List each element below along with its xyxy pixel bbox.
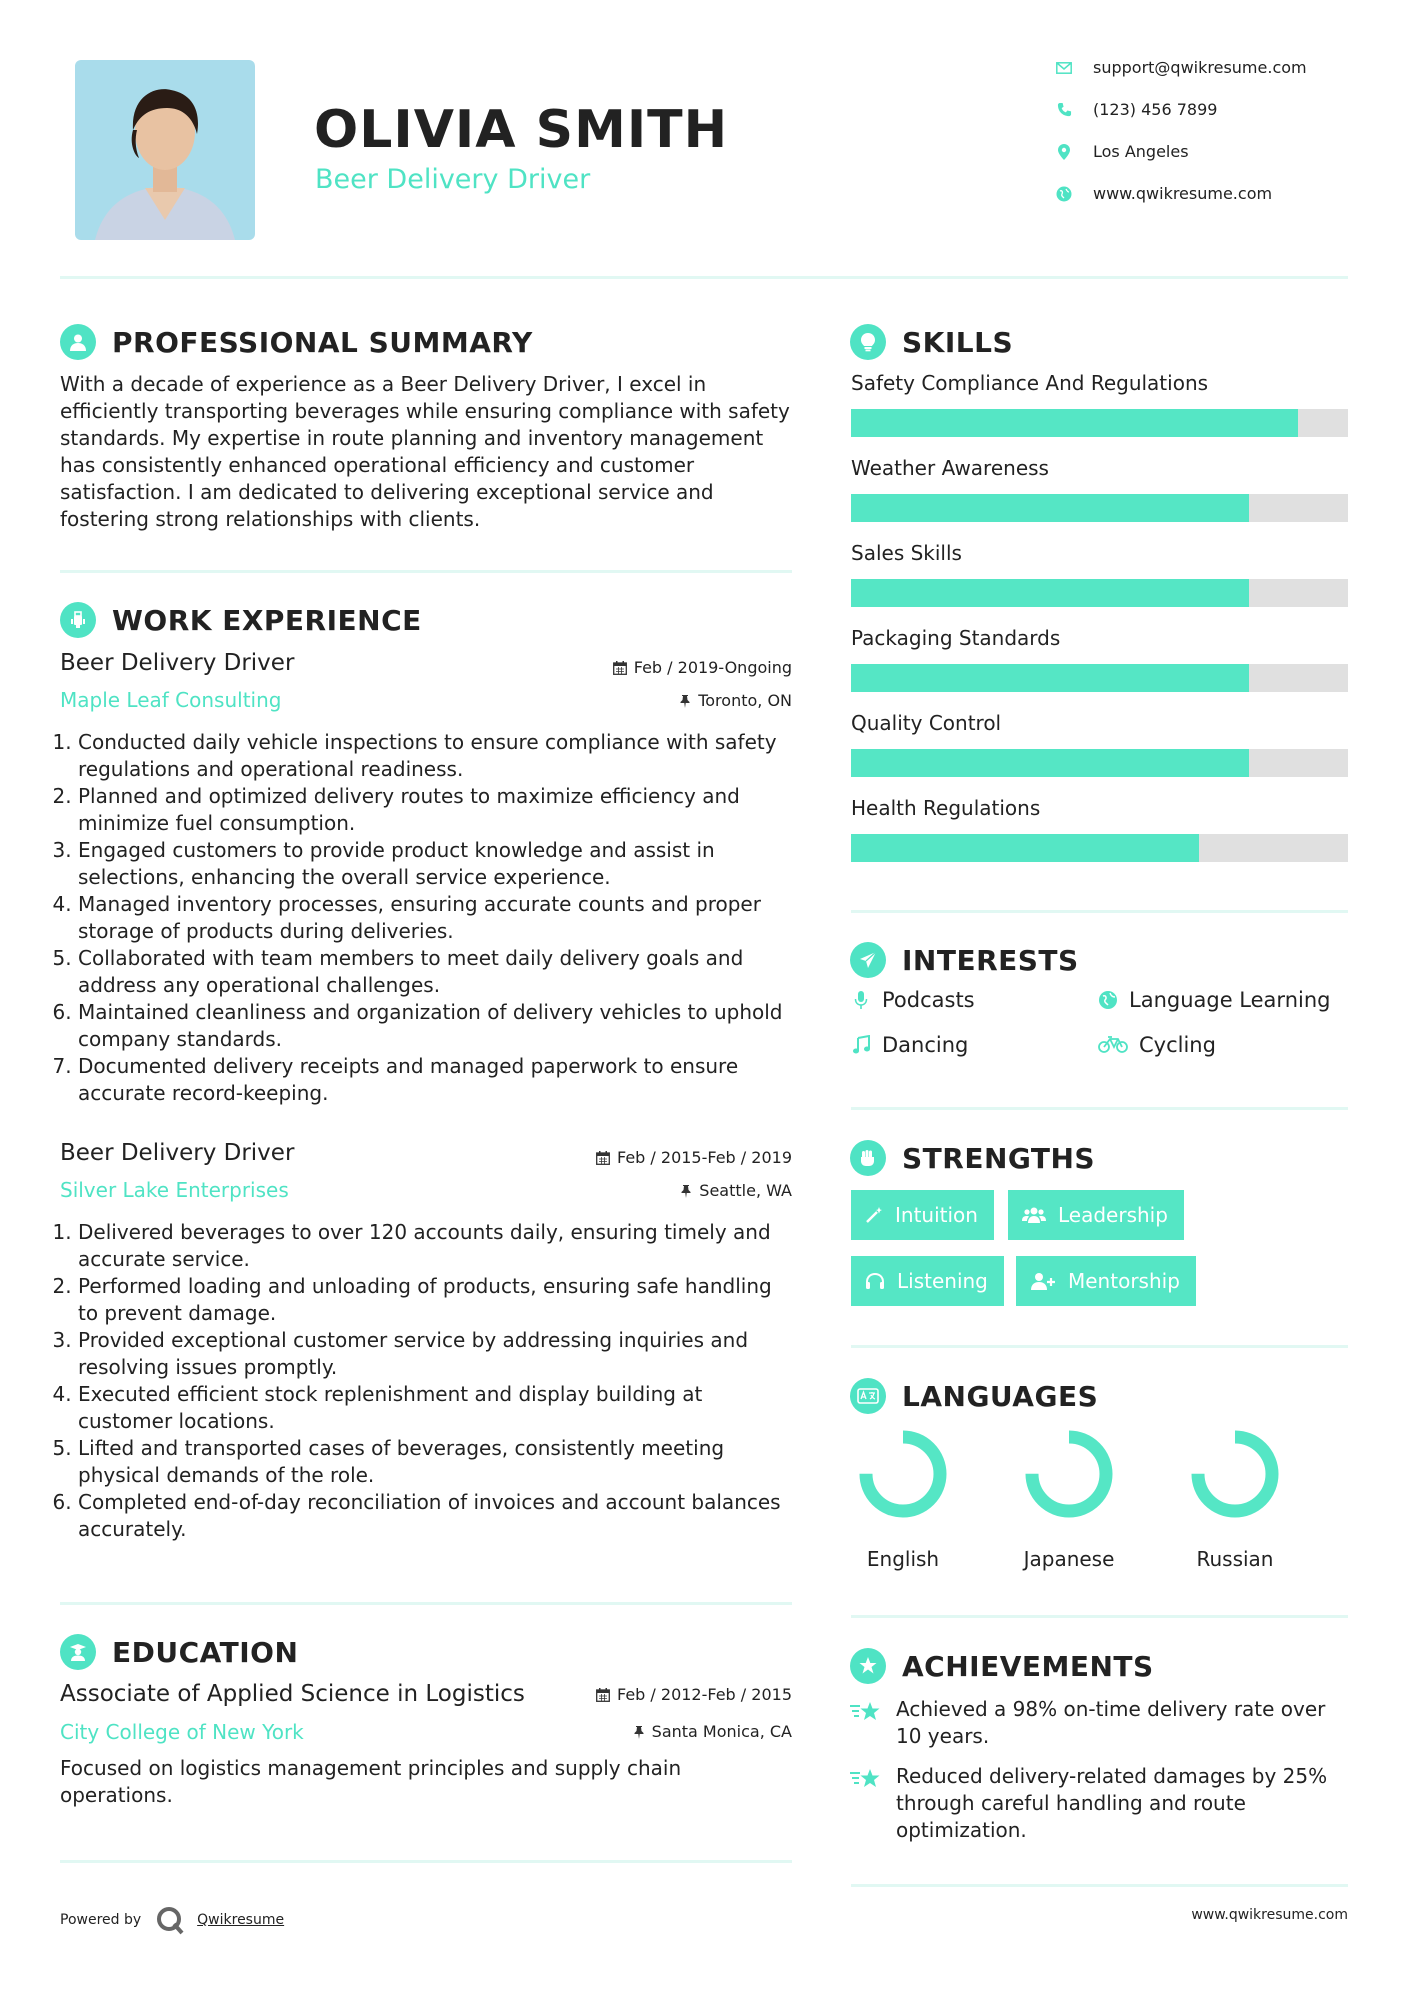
headphones-icon [865, 1272, 885, 1290]
contact-location-text: Los Angeles [1093, 142, 1189, 161]
languages-heading: LANGUAGES [850, 1378, 1098, 1414]
list-item: 5. Lifted and transported cases of beverages, consistently meeting physical demands of the role. [78, 1435, 795, 1489]
skill-bar-fill [851, 749, 1249, 777]
globe-icon [1097, 990, 1119, 1010]
list-item: 6. Maintained cleanliness and organization of delivery vehicles to uphold company standards. [78, 999, 795, 1053]
user-icon [60, 324, 96, 360]
education-divider [60, 1860, 792, 1863]
education-description: Focused on logistics management principles and supply chain operations. [60, 1756, 682, 1807]
education-school: City College of New York [60, 1720, 304, 1744]
profile-photo [75, 60, 255, 240]
list-item: 1. Conducted daily vehicle inspections to ensure compliance with safety regulations and operational readiness. [78, 729, 795, 783]
skill-bar [851, 664, 1348, 692]
bicycle-icon [1097, 1036, 1129, 1054]
job-location: Toronto, ON [460, 691, 792, 710]
skill-bar-fill [851, 494, 1249, 522]
calendar-icon [613, 661, 627, 675]
job-location: Seattle, WA [460, 1181, 792, 1200]
interest-item: Cycling [1097, 1033, 1216, 1057]
job-duties-list [60, 729, 795, 1107]
contact-email-text: support@qwikresume.com [1093, 58, 1307, 77]
qwikresume-logo-icon [155, 1905, 185, 1935]
experience-heading: WORK EXPERIENCE [60, 602, 422, 638]
footer-website[interactable]: www.qwikresume.com [1191, 1907, 1348, 1923]
header-divider [60, 276, 1348, 279]
contact-website[interactable] [1055, 184, 1272, 203]
job-dates: Feb / 2019-Ongoing [460, 658, 792, 677]
microphone-icon [850, 990, 872, 1010]
summary-text: With a decade of experience as a Beer Delivery Driver, I excel in efficiently transporting beverages while ensuring compliance with safety standards. My expertise in route planning and inventory management has consistently enhanced operational efficiency and customer satisfaction. I am dedicated to delivering exceptional service and fostering strong relationships with clients. [60, 372, 790, 531]
calendar-icon [596, 1151, 610, 1165]
calendar-icon [596, 1688, 610, 1702]
skill-label: Packaging Standards [851, 626, 1061, 650]
experience-divider [60, 1602, 792, 1605]
interest-item: Language Learning [1097, 988, 1330, 1012]
contact-location [1055, 142, 1189, 161]
graduate-icon [60, 1634, 96, 1670]
language-ring [850, 1425, 950, 1525]
candidate-name: OLIVIA SMITH [314, 100, 729, 160]
strengths-divider [851, 1345, 1348, 1348]
skills-list [851, 371, 1348, 881]
language-label: Japanese [1023, 1547, 1115, 1571]
job-company: Maple Leaf Consulting [60, 688, 282, 712]
user-plus-icon [1030, 1272, 1056, 1290]
education-degree: Associate of Applied Science in Logistics [60, 1681, 525, 1707]
contact-phone-text: (123) 456 7899 [1093, 100, 1218, 119]
skills-divider [851, 910, 1348, 913]
interests-heading: INTERESTS [850, 942, 1079, 978]
skills-heading: SKILLS [850, 324, 1013, 360]
award-icon [850, 1648, 886, 1684]
language-ring [1182, 1425, 1282, 1525]
star-badge-icon [850, 1696, 896, 1750]
language-label: English [866, 1547, 940, 1571]
achievements-heading: ACHIEVEMENTS [850, 1648, 1154, 1684]
skill-bar-fill [851, 579, 1249, 607]
job-duties-list [60, 1219, 795, 1543]
skill-item [851, 541, 1348, 626]
skill-item [851, 371, 1348, 456]
skill-bar-fill [851, 834, 1199, 862]
job-company: Silver Lake Enterprises [60, 1178, 289, 1202]
education-heading: EDUCATION [60, 1634, 298, 1670]
list-item: 4. Executed efficient stock replenishment and display building at customer locations. [78, 1381, 795, 1435]
pin-icon [680, 1184, 692, 1198]
strength-chip: Mentorship [1016, 1256, 1196, 1306]
contact-phone[interactable] [1055, 100, 1217, 119]
list-item: 6. Completed end-of-day reconciliation of invoices and account balances accurately. [78, 1489, 795, 1543]
skill-item [851, 796, 1348, 881]
footer-brand-link[interactable]: Qwikresume [197, 1912, 285, 1928]
strength-chip: Intuition [851, 1190, 994, 1240]
skill-label: Quality Control [851, 711, 1002, 735]
list-item: 1. Delivered beverages to over 120 accounts daily, ensuring timely and accurate service. [78, 1219, 795, 1273]
skill-label: Safety Compliance And Regulations [851, 371, 1209, 395]
users-icon [1022, 1206, 1046, 1224]
achievements-divider [851, 1884, 1348, 1887]
skill-item [851, 711, 1348, 796]
language-label: Russian [1196, 1547, 1274, 1571]
language-icon [850, 1378, 886, 1414]
achievement-item: Reduced delivery-related damages by 25% through careful handling and route optimization. [850, 1763, 1348, 1844]
summary-divider [60, 570, 792, 573]
envelope-icon [1055, 59, 1073, 77]
list-item: 3. Engaged customers to provide product knowledge and assist in selections, enhancing the overall service experience. [78, 837, 795, 891]
skill-item [851, 626, 1348, 711]
skill-item [851, 456, 1348, 541]
interest-item: Podcasts [850, 988, 975, 1012]
lightbulb-icon [850, 324, 886, 360]
job-role: Beer Delivery Driver [60, 1140, 295, 1166]
achievement-item: Achieved a 98% on-time delivery rate over 10 years. [850, 1696, 1348, 1750]
skill-bar [851, 834, 1348, 862]
skill-bar [851, 409, 1348, 437]
education-location: Santa Monica, CA [460, 1722, 792, 1741]
phone-icon [1055, 101, 1073, 119]
list-item: 4. Managed inventory processes, ensuring accurate counts and proper storage of products during deliveries. [78, 891, 795, 945]
list-item: 5. Collaborated with team members to meet daily delivery goals and address any operational challenges. [78, 945, 795, 999]
list-item: 3. Provided exceptional customer service by addressing inquiries and resolving issues promptly. [78, 1327, 795, 1381]
star-badge-icon [850, 1763, 896, 1844]
music-note-icon [850, 1035, 872, 1055]
skill-bar [851, 494, 1348, 522]
pin-icon [633, 1725, 645, 1739]
strengths-heading: STRENGTHS [850, 1140, 1095, 1176]
education-dates: Feb / 2012-Feb / 2015 [460, 1685, 792, 1704]
skill-bar [851, 749, 1348, 777]
skill-label: Sales Skills [851, 541, 962, 565]
job-role: Beer Delivery Driver [60, 650, 295, 676]
skill-label: Health Regulations [851, 796, 1041, 820]
map-pin-icon [1055, 143, 1073, 161]
languages-divider [851, 1615, 1348, 1618]
strength-chip: Leadership [1008, 1190, 1184, 1240]
language-item [1182, 1425, 1305, 1571]
fist-icon [850, 1140, 886, 1176]
job-dates: Feb / 2015-Feb / 2019 [460, 1148, 792, 1167]
magic-wand-icon [865, 1206, 883, 1224]
language-item [1016, 1425, 1139, 1571]
globe-icon [1055, 185, 1073, 203]
paper-plane-icon [850, 942, 886, 978]
list-item: 2. Performed loading and unloading of products, ensuring safe handling to prevent damage. [78, 1273, 795, 1327]
footer-powered-by: Powered by Qwikresume [60, 1905, 284, 1935]
language-ring [1016, 1425, 1116, 1525]
briefcase-icon [60, 602, 96, 638]
list-item: 7. Documented delivery receipts and managed paperwork to ensure accurate record-keeping. [78, 1053, 795, 1107]
skill-bar-fill [851, 409, 1298, 437]
contact-email[interactable] [1055, 58, 1307, 77]
skill-label: Weather Awareness [851, 456, 1049, 480]
interests-divider [851, 1107, 1348, 1110]
language-item [850, 1425, 973, 1571]
pin-icon [679, 694, 691, 708]
strength-chip: Listening [851, 1256, 1004, 1306]
list-item: 2. Planned and optimized delivery routes to maximize efficiency and minimize fuel consumption. [78, 783, 795, 837]
contact-website-text: www.qwikresume.com [1093, 184, 1273, 203]
summary-heading: PROFESSIONAL SUMMARY [60, 324, 533, 360]
interest-item: Dancing [850, 1033, 968, 1057]
candidate-title: Beer Delivery Driver [315, 164, 591, 195]
skill-bar [851, 579, 1348, 607]
skill-bar-fill [851, 664, 1249, 692]
